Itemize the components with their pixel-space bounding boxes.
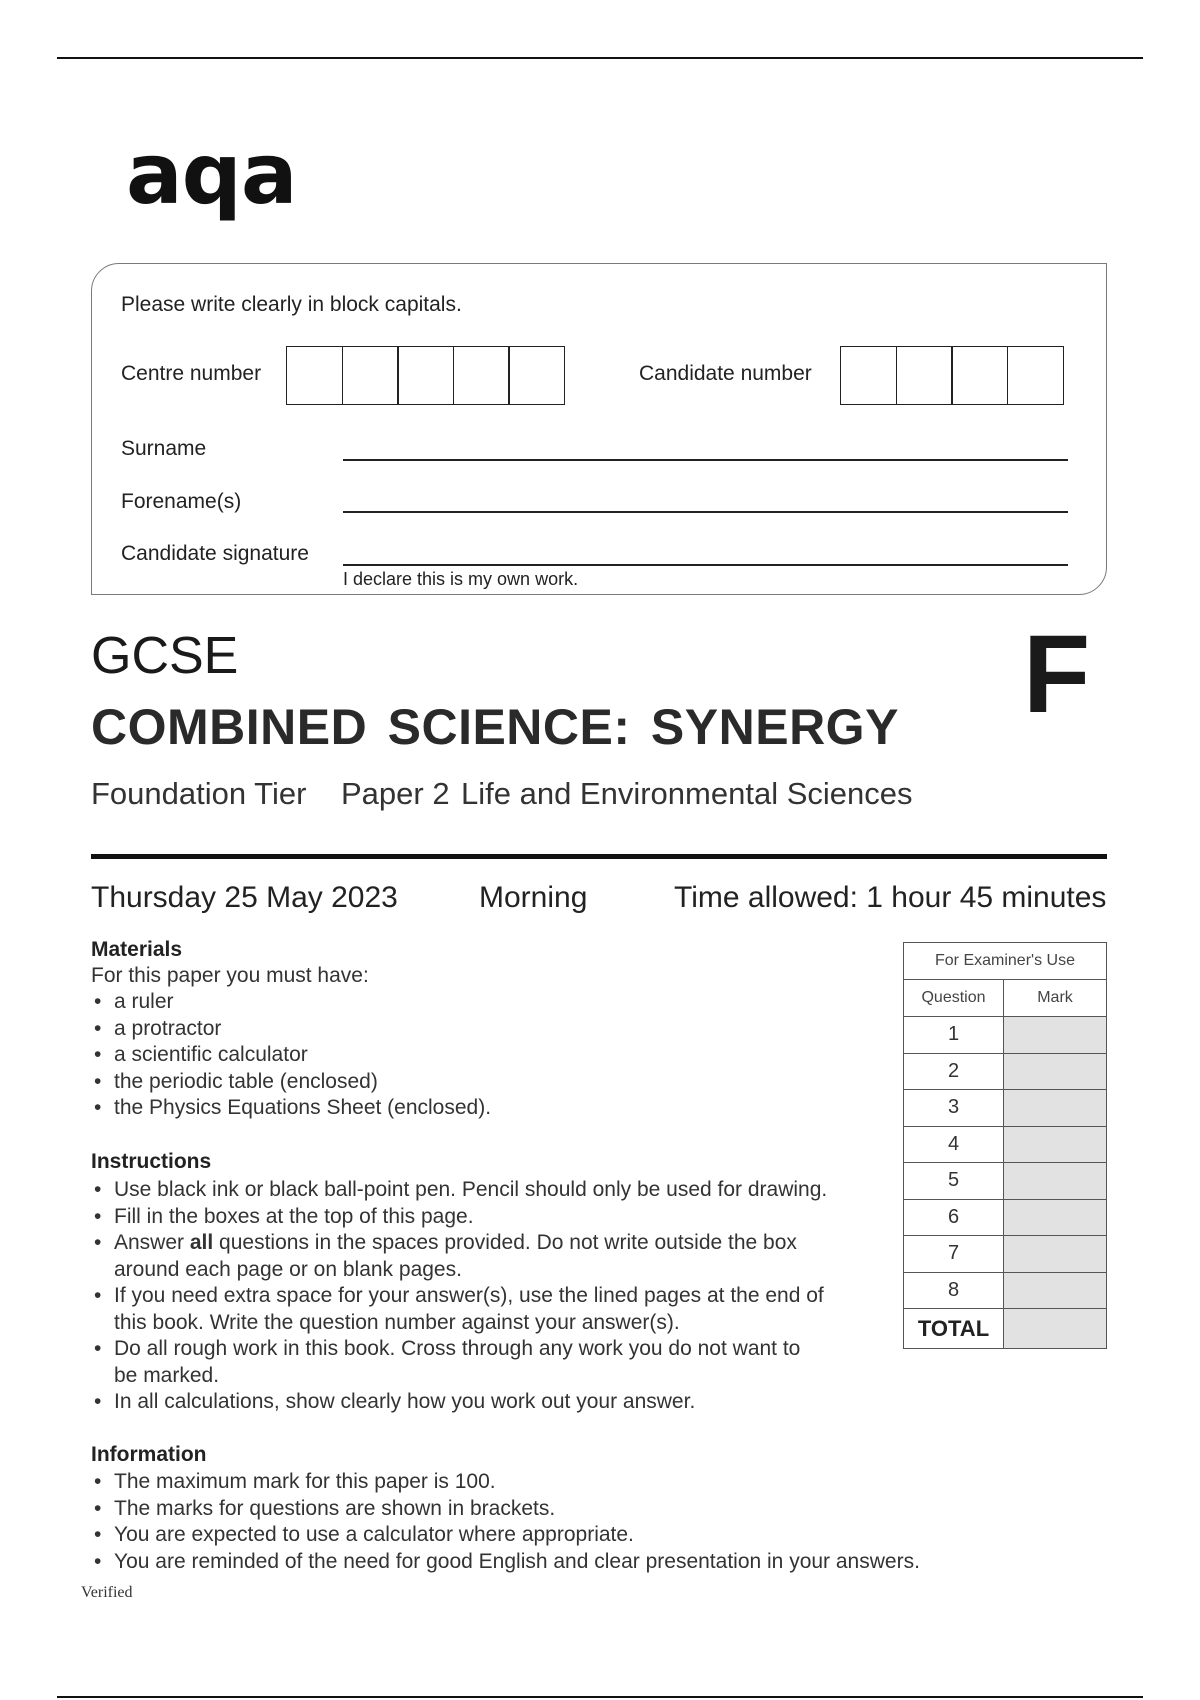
table-row	[904, 1309, 1107, 1349]
list-item: • In all calculations, show clearly how you work out your answer.	[91, 1389, 827, 1416]
list-item: • Answer all questions in the spaces provided. Do not write outside the box around each page or on blank pages.	[91, 1230, 827, 1283]
question-number: 5	[904, 1163, 1004, 1200]
candidate-number-box[interactable]	[840, 346, 897, 405]
mark-cell	[1004, 1126, 1107, 1163]
centre-number-label: Centre number	[121, 362, 262, 385]
question-number: 2	[904, 1053, 1004, 1090]
materials-list	[91, 989, 491, 1122]
total-label: TOTAL	[904, 1309, 1004, 1349]
mark-cell	[1004, 1272, 1107, 1309]
question-number: 6	[904, 1199, 1004, 1236]
signature-label: Candidate signature	[121, 542, 309, 565]
list-item: • the periodic table (enclosed)	[91, 1069, 491, 1096]
table-row	[904, 1163, 1107, 1200]
examiner-table-title: For Examiner's Use	[904, 943, 1107, 980]
question-column-header: Question	[904, 980, 1004, 1017]
block-capitals-instruction: Please write clearly in block capitals.	[121, 293, 462, 316]
instructions-heading: Instructions	[91, 1150, 212, 1173]
candidate-number-box[interactable]	[1007, 346, 1064, 405]
forenames-label: Forename(s)	[121, 490, 242, 513]
list-item: • You are reminded of the need for good English and clear presentation in your answers.	[91, 1549, 920, 1576]
table-row	[904, 1053, 1107, 1090]
list-item: • The maximum mark for this paper is 100.	[91, 1469, 920, 1496]
question-number: 8	[904, 1272, 1004, 1309]
total-mark-cell	[1004, 1309, 1107, 1349]
table-row	[904, 1126, 1107, 1163]
table-row	[904, 1017, 1107, 1054]
paper-title: Life and Environmental Sciences	[461, 776, 913, 811]
centre-number-box[interactable]	[397, 346, 454, 405]
qualification-title: GCSE	[91, 627, 239, 685]
question-number: 3	[904, 1090, 1004, 1127]
mark-cell	[1004, 1090, 1107, 1127]
subject-title: COMBINED SCIENCE: SYNERGY	[91, 699, 899, 755]
centre-number-box[interactable]	[342, 346, 399, 405]
mark-cell	[1004, 1053, 1107, 1090]
surname-field[interactable]	[343, 459, 1068, 461]
question-number: 1	[904, 1017, 1004, 1054]
examiner-use-table	[903, 942, 1107, 1349]
candidate-number-label: Candidate number	[639, 362, 812, 385]
list-item: • a ruler	[91, 989, 491, 1016]
table-row	[904, 1272, 1107, 1309]
exam-date: Thursday 25 May 2023	[91, 881, 398, 914]
list-item: • Fill in the boxes at the top of this page.	[91, 1204, 827, 1231]
paper-number: Paper 2	[341, 776, 450, 811]
information-list	[91, 1469, 920, 1575]
question-number: 4	[904, 1126, 1004, 1163]
list-item: • a scientific calculator	[91, 1042, 491, 1069]
list-item: • You are expected to use a calculator where appropriate.	[91, 1522, 920, 1549]
candidate-number-box[interactable]	[896, 346, 953, 405]
signature-field[interactable]	[343, 564, 1068, 566]
mark-cell	[1004, 1199, 1107, 1236]
surname-label: Surname	[121, 437, 207, 460]
mark-cell	[1004, 1163, 1107, 1200]
aqa-logo: aqa	[126, 125, 297, 223]
forenames-field[interactable]	[343, 511, 1068, 513]
candidate-number-box[interactable]	[951, 346, 1008, 405]
list-item: • Use black ink or black ball-point pen. Pencil should only be used for drawing.	[91, 1177, 827, 1204]
time-allowed: Time allowed: 1 hour 45 minutes	[674, 881, 1107, 914]
verified-text: Verified	[81, 1584, 133, 1601]
materials-intro: For this paper you must have:	[91, 964, 369, 987]
table-row	[904, 1236, 1107, 1273]
top-rule	[57, 57, 1143, 59]
list-item: • a protractor	[91, 1016, 491, 1043]
tier-letter: F	[1023, 613, 1091, 736]
mark-column-header: Mark	[1004, 980, 1107, 1017]
table-row	[904, 1090, 1107, 1127]
mark-cell	[1004, 1017, 1107, 1054]
list-item: • the Physics Equations Sheet (enclosed).	[91, 1095, 491, 1122]
centre-number-box[interactable]	[286, 346, 343, 405]
instructions-list	[91, 1177, 827, 1416]
centre-number-box[interactable]	[508, 346, 565, 405]
list-item: • If you need extra space for your answer(s), use the lined pages at the end of this book. Write the question number against your answer(s).	[91, 1283, 827, 1336]
centre-number-boxes[interactable]	[286, 346, 565, 405]
candidate-number-boxes[interactable]	[840, 346, 1064, 405]
list-item: • Do all rough work in this book. Cross through any work you do not want to be marked.	[91, 1336, 827, 1389]
tier-label: Foundation Tier	[91, 776, 307, 811]
question-number: 7	[904, 1236, 1004, 1273]
table-row	[904, 1199, 1107, 1236]
bottom-rule	[57, 1696, 1143, 1698]
declaration-text: I declare this is my own work.	[343, 569, 579, 589]
centre-number-box[interactable]	[453, 346, 510, 405]
list-item: • The marks for questions are shown in brackets.	[91, 1496, 920, 1523]
information-heading: Information	[91, 1443, 207, 1466]
title-divider	[91, 854, 1107, 859]
exam-session: Morning	[479, 881, 588, 914]
materials-heading: Materials	[91, 938, 183, 961]
mark-cell	[1004, 1236, 1107, 1273]
